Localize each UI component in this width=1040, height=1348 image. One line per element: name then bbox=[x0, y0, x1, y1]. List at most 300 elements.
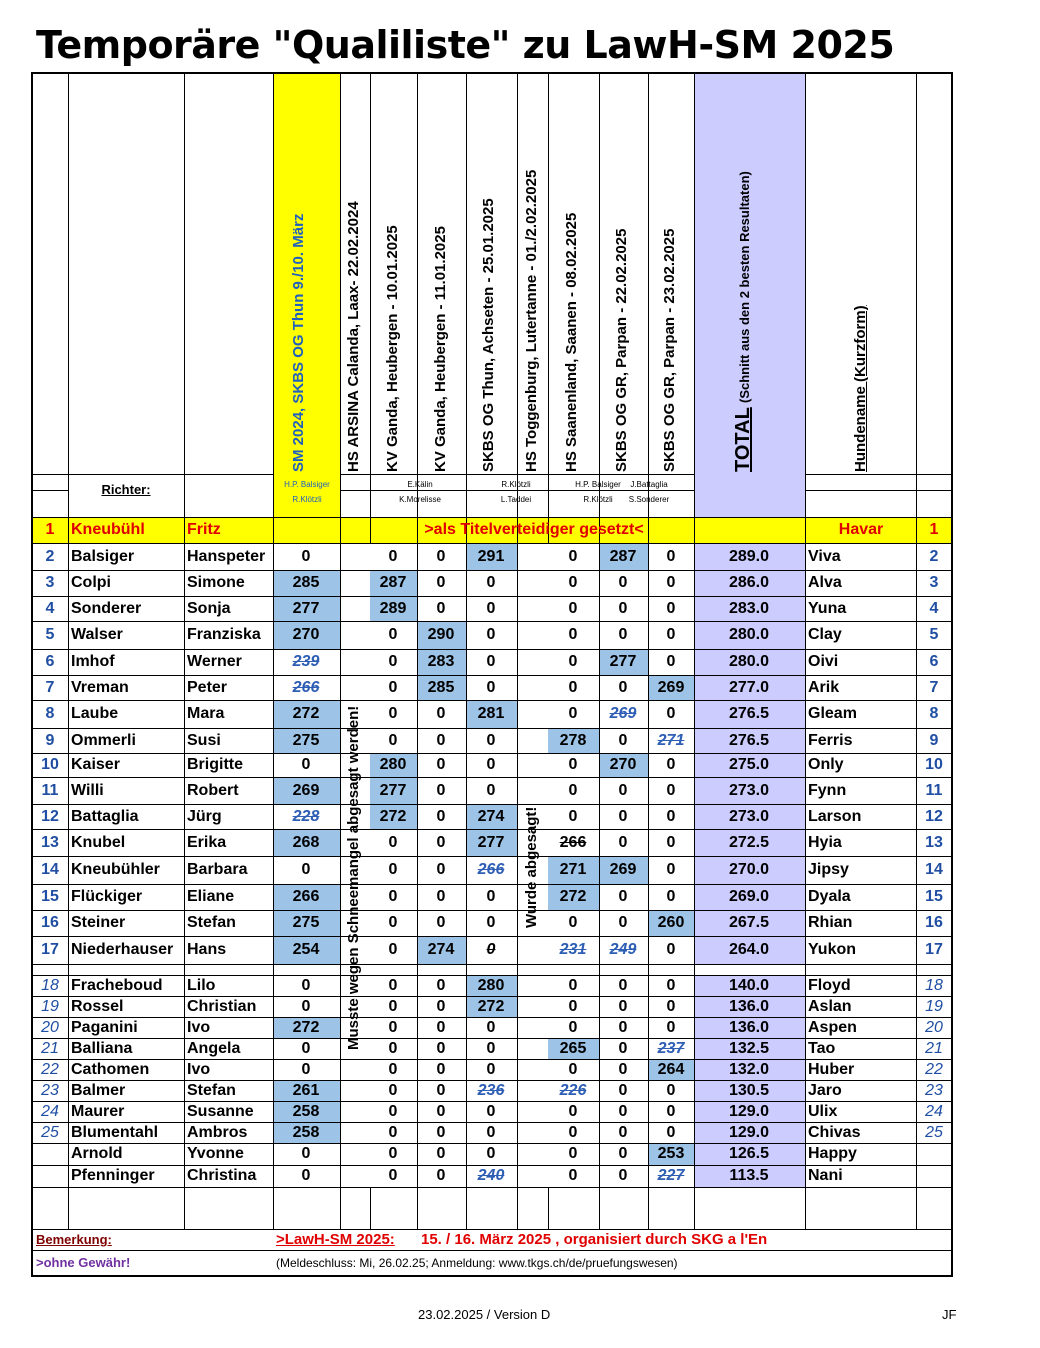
footer-version: 23.02.2025 / Version D bbox=[418, 1307, 551, 1322]
rank-right: 20 bbox=[925, 1018, 943, 1036]
score: 0 bbox=[666, 997, 676, 1015]
last-name: Rossel bbox=[71, 997, 124, 1015]
last-name: Kneubühl bbox=[71, 521, 145, 538]
total: 269.0 bbox=[728, 888, 770, 905]
last-name: Colpi bbox=[71, 574, 111, 591]
row-line bbox=[33, 1187, 951, 1188]
row-line bbox=[33, 649, 951, 650]
score: 0 bbox=[618, 731, 628, 749]
last-name: Flückiger bbox=[71, 888, 143, 905]
judge-name: R.Klötzli bbox=[292, 495, 322, 504]
score: 0 bbox=[568, 1145, 578, 1162]
dog-name: Rhian bbox=[808, 914, 853, 931]
score: 0 bbox=[436, 1018, 446, 1036]
column-line bbox=[68, 74, 69, 1229]
column-line bbox=[273, 74, 274, 1229]
dog-name: Clay bbox=[808, 626, 842, 643]
score: 260 bbox=[657, 914, 685, 931]
last-name: Blumentahl bbox=[71, 1123, 159, 1141]
first-name: Fritz bbox=[187, 521, 221, 538]
dog-name: Ulix bbox=[808, 1102, 838, 1120]
rank: 14 bbox=[41, 861, 59, 878]
score: 285 bbox=[292, 574, 320, 591]
dog-name: Ferris bbox=[808, 731, 853, 749]
rank-right: 24 bbox=[925, 1102, 943, 1120]
score: 0 bbox=[618, 1081, 628, 1099]
score: 0 bbox=[301, 861, 311, 878]
score: 0 bbox=[618, 1123, 628, 1141]
row-line bbox=[33, 596, 951, 597]
rank-right: 17 bbox=[925, 941, 943, 958]
score: 0 bbox=[388, 626, 398, 643]
first-name: Barbara bbox=[187, 861, 248, 878]
row-line bbox=[33, 856, 951, 857]
first-name: Hanspeter bbox=[187, 547, 266, 565]
score: 0 bbox=[436, 731, 446, 749]
score: 0 bbox=[486, 1102, 496, 1120]
first-name: Christian bbox=[187, 997, 257, 1015]
rank: 25 bbox=[41, 1123, 59, 1141]
rank-right: 10 bbox=[925, 756, 943, 773]
score: 0 bbox=[486, 781, 496, 799]
score: 0 bbox=[436, 756, 446, 773]
score: 0 bbox=[436, 1123, 446, 1141]
rank: 12 bbox=[41, 807, 59, 825]
score: 0 bbox=[618, 997, 628, 1015]
score: 266 bbox=[477, 861, 505, 878]
row-line bbox=[33, 777, 951, 778]
footer-initials: JF bbox=[942, 1307, 957, 1322]
total: 273.0 bbox=[728, 807, 770, 825]
rank: 22 bbox=[41, 1060, 59, 1078]
score: 0 bbox=[388, 997, 398, 1015]
score: 0 bbox=[666, 941, 676, 958]
total: 283.0 bbox=[728, 599, 770, 617]
row-line bbox=[33, 964, 951, 965]
score: 0 bbox=[666, 1081, 676, 1099]
score: 283 bbox=[427, 653, 455, 670]
first-name: Werner bbox=[187, 653, 242, 670]
total: 280.0 bbox=[728, 653, 770, 670]
column-line bbox=[548, 1187, 549, 1229]
title-note: >als Titelverteidiger gesetzt< bbox=[424, 521, 644, 538]
score: 0 bbox=[568, 574, 578, 591]
dog-name: Yuna bbox=[808, 599, 847, 617]
score: 0 bbox=[618, 781, 628, 799]
column-header-6: HS Toggenburg, Lutertanne - 01./2.02.2025 bbox=[523, 169, 540, 472]
score: 261 bbox=[292, 1081, 320, 1099]
score: 0 bbox=[436, 574, 446, 591]
header-line bbox=[340, 490, 694, 491]
score: 269 bbox=[292, 781, 320, 799]
score: 0 bbox=[568, 1018, 578, 1036]
header-line bbox=[340, 474, 694, 475]
rank-right: 14 bbox=[925, 861, 943, 878]
header-line bbox=[33, 490, 68, 491]
score: 0 bbox=[568, 997, 578, 1015]
score: 0 bbox=[568, 914, 578, 931]
total: 286.0 bbox=[728, 574, 770, 591]
page-title: Temporäre "Qualiliste" zu LawH-SM 2025 bbox=[36, 23, 895, 67]
total: 132.5 bbox=[728, 1039, 770, 1057]
score: 272 bbox=[559, 888, 587, 905]
first-name: Hans bbox=[187, 941, 227, 958]
score: 0 bbox=[388, 1081, 398, 1099]
score: 0 bbox=[666, 1123, 676, 1141]
rank: 16 bbox=[41, 914, 59, 931]
row-line bbox=[33, 570, 951, 571]
score: 0 bbox=[486, 914, 496, 931]
score: 0 bbox=[666, 1102, 676, 1120]
score: 0 bbox=[301, 997, 311, 1015]
score: 0 bbox=[388, 861, 398, 878]
score: 0 bbox=[618, 1018, 628, 1036]
score: 0 bbox=[486, 1039, 496, 1057]
score: 264 bbox=[657, 1060, 685, 1078]
rank: 23 bbox=[41, 1081, 59, 1099]
score: 0 bbox=[436, 705, 446, 722]
column-line bbox=[417, 74, 418, 1229]
total: 129.0 bbox=[728, 1102, 770, 1120]
column-header-8: SKBS OG GR, Parpan - 22.02.2025 bbox=[613, 228, 630, 472]
score: 0 bbox=[666, 547, 676, 565]
total: 136.0 bbox=[728, 1018, 770, 1036]
score: 0 bbox=[618, 888, 628, 905]
score: 236 bbox=[477, 1081, 505, 1099]
first-name: Erika bbox=[187, 833, 227, 851]
score: 272 bbox=[292, 705, 320, 722]
dog-name: Viva bbox=[808, 547, 841, 565]
total: 140.0 bbox=[728, 976, 770, 994]
first-name: Angela bbox=[187, 1039, 241, 1057]
score: 272 bbox=[379, 807, 407, 825]
total: 276.5 bbox=[728, 705, 770, 722]
last-name: Vreman bbox=[71, 678, 129, 696]
dog-name: Fynn bbox=[808, 781, 847, 799]
remark-label: Bemerkung: bbox=[36, 1232, 112, 1247]
rank-right: 15 bbox=[925, 888, 943, 905]
rank: 15 bbox=[41, 888, 59, 905]
column-line bbox=[370, 74, 371, 517]
rank: 5 bbox=[45, 626, 55, 643]
score: 0 bbox=[618, 833, 628, 851]
row-line bbox=[33, 543, 951, 544]
rank: 20 bbox=[41, 1018, 59, 1036]
last-name: Knubel bbox=[71, 833, 126, 851]
rank: 7 bbox=[45, 678, 55, 696]
header-line bbox=[33, 517, 951, 518]
score: 0 bbox=[486, 1018, 496, 1036]
header-line bbox=[805, 474, 951, 475]
column-header-2: HS ARSINA Calanda, Laax- 22.02.2024 bbox=[345, 201, 362, 472]
score: 272 bbox=[292, 1018, 320, 1036]
score: 0 bbox=[666, 888, 676, 905]
score: 237 bbox=[657, 1039, 685, 1057]
last-name: Balsiger bbox=[71, 547, 135, 565]
dog-name: Jipsy bbox=[808, 861, 849, 878]
rank-right: 23 bbox=[925, 1081, 943, 1099]
dog-header: Hundename (Kurzform) bbox=[852, 305, 869, 472]
dog-name: Havar bbox=[838, 521, 884, 538]
judge-name: R.Klötzli bbox=[583, 495, 613, 504]
dog-name: Alva bbox=[808, 574, 842, 591]
score: 254 bbox=[292, 941, 320, 958]
total: 272.5 bbox=[728, 833, 770, 851]
score: 271 bbox=[657, 731, 685, 749]
score: 275 bbox=[292, 914, 320, 931]
rank-right: 12 bbox=[925, 807, 943, 825]
column-header-1: SM 2024, SKBS OG Thun 9./10. März bbox=[290, 213, 307, 472]
first-name: Stefan bbox=[187, 1081, 236, 1099]
score: 0 bbox=[388, 1145, 398, 1162]
dog-name: Tao bbox=[808, 1039, 836, 1057]
score: 0 bbox=[436, 914, 446, 931]
score: 0 bbox=[486, 1123, 496, 1141]
score: 0 bbox=[568, 976, 578, 994]
judge-name: K.Morelisse bbox=[399, 495, 441, 504]
rank-right: 7 bbox=[929, 678, 939, 696]
rank: 9 bbox=[45, 731, 55, 749]
row-line bbox=[33, 936, 951, 937]
score: 268 bbox=[292, 833, 320, 851]
score: 0 bbox=[436, 833, 446, 851]
last-name: Steiner bbox=[71, 914, 126, 931]
rank-right: 6 bbox=[929, 653, 939, 670]
score: 266 bbox=[292, 678, 320, 696]
score: 291 bbox=[477, 547, 505, 565]
first-name: Lilo bbox=[187, 976, 216, 994]
judge-name: E.Kälin bbox=[407, 480, 433, 489]
last-name: Balmer bbox=[71, 1081, 126, 1099]
score: 0 bbox=[486, 731, 496, 749]
score: 0 bbox=[568, 653, 578, 670]
dog-name: Nani bbox=[808, 1167, 843, 1184]
dog-name: Floyd bbox=[808, 976, 851, 994]
column-line bbox=[599, 74, 600, 1229]
cancel-note-arsina: Musste wegen Schneemangel abgesagt werden! bbox=[345, 705, 362, 1050]
first-name: Sonja bbox=[187, 599, 231, 617]
score: 285 bbox=[427, 678, 455, 696]
dog-name: Aslan bbox=[808, 997, 852, 1015]
score: 0 bbox=[618, 807, 628, 825]
score: 0 bbox=[568, 705, 578, 722]
rank: 21 bbox=[41, 1039, 59, 1057]
column-header-4: KV Ganda, Heubergen - 11.01.2025 bbox=[432, 226, 449, 472]
judge-name: H.P. Balsiger bbox=[284, 480, 330, 489]
score: 0 bbox=[388, 1060, 398, 1078]
score: 0 bbox=[666, 626, 676, 643]
last-name: Walser bbox=[71, 626, 123, 643]
score: 0 bbox=[436, 1167, 446, 1184]
column-line bbox=[694, 74, 695, 1229]
cancel-note-toggenburg: Wurde abgesagt! bbox=[523, 806, 540, 928]
rank: 4 bbox=[45, 599, 55, 617]
score: 266 bbox=[559, 833, 587, 851]
score: 277 bbox=[477, 833, 505, 851]
last-name: Kaiser bbox=[71, 756, 120, 773]
rank: 13 bbox=[41, 833, 59, 851]
total: 275.0 bbox=[728, 756, 770, 773]
column-header-9: SKBS OG GR, Parpan - 23.02.2025 bbox=[661, 228, 678, 472]
score: 239 bbox=[292, 653, 320, 670]
score: 265 bbox=[559, 1039, 587, 1057]
score: 271 bbox=[559, 861, 587, 878]
column-header-5: SKBS OG Thun, Achseten - 25.01.2025 bbox=[480, 198, 497, 472]
last-name: Balliana bbox=[71, 1039, 133, 1057]
score: 0 bbox=[568, 678, 578, 696]
score: 0 bbox=[388, 941, 398, 958]
first-name: Ambros bbox=[187, 1123, 248, 1141]
total: 113.5 bbox=[729, 1167, 769, 1184]
score: 0 bbox=[666, 861, 676, 878]
judge-name: L.Taddei bbox=[500, 495, 532, 504]
rank: 10 bbox=[41, 756, 59, 773]
rank: 2 bbox=[45, 547, 55, 565]
score: 0 bbox=[301, 976, 311, 994]
column-line bbox=[517, 74, 518, 1229]
score: 0 bbox=[618, 599, 628, 617]
score: 0 bbox=[568, 1167, 578, 1184]
score: 0 bbox=[666, 599, 676, 617]
dog-name: Yukon bbox=[808, 941, 857, 958]
score: 0 bbox=[618, 1167, 628, 1184]
column-line bbox=[648, 74, 649, 1229]
row-line bbox=[33, 675, 951, 676]
total: 136.0 bbox=[728, 997, 770, 1015]
score: 0 bbox=[666, 781, 676, 799]
last-name: Pfenninger bbox=[71, 1167, 155, 1184]
column-line bbox=[370, 1187, 371, 1229]
last-name: Battaglia bbox=[71, 807, 139, 825]
score: 0 bbox=[568, 626, 578, 643]
score: 0 bbox=[486, 574, 496, 591]
score: 0 bbox=[486, 1145, 496, 1162]
last-name: Paganini bbox=[71, 1018, 138, 1036]
rank-right: 25 bbox=[925, 1123, 943, 1141]
score: 0 bbox=[568, 599, 578, 617]
row-line bbox=[33, 829, 951, 830]
score: 0 bbox=[436, 1145, 446, 1162]
score: 0 bbox=[388, 678, 398, 696]
score: 0 bbox=[486, 599, 496, 617]
dog-name: Huber bbox=[808, 1060, 855, 1078]
rank-right: 21 bbox=[925, 1039, 943, 1057]
score: 266 bbox=[292, 888, 320, 905]
total: 280.0 bbox=[728, 626, 770, 643]
score: 0 bbox=[301, 756, 311, 773]
total-header: TOTAL (Schnitt aus den 2 besten Resultaten) bbox=[732, 171, 754, 472]
last-name: Fracheboud bbox=[71, 976, 163, 994]
row-line bbox=[33, 753, 951, 754]
score: 0 bbox=[388, 653, 398, 670]
dog-name: Hyia bbox=[808, 833, 842, 851]
last-name: Willi bbox=[71, 781, 104, 799]
score: 278 bbox=[559, 731, 587, 749]
judge-name: S.Sonderer bbox=[628, 495, 670, 504]
score: 0 bbox=[388, 914, 398, 931]
score: 0 bbox=[618, 1060, 628, 1078]
last-name: Cathomen bbox=[71, 1060, 150, 1078]
row-line bbox=[33, 884, 951, 885]
row-line bbox=[33, 700, 951, 701]
score: 0 bbox=[436, 599, 446, 617]
dog-name: Dyala bbox=[808, 888, 851, 905]
score: 287 bbox=[379, 574, 407, 591]
column-line bbox=[548, 74, 549, 517]
score: 231 bbox=[559, 941, 587, 958]
score: 227 bbox=[657, 1167, 685, 1184]
score: 0 bbox=[666, 976, 676, 994]
score: 258 bbox=[292, 1123, 320, 1141]
score: 269 bbox=[657, 678, 685, 696]
score: 274 bbox=[477, 807, 505, 825]
first-name: Peter bbox=[187, 678, 228, 696]
last-name: Imhof bbox=[71, 653, 115, 670]
score: 249 bbox=[609, 941, 637, 958]
total: 270.0 bbox=[728, 861, 770, 878]
last-name: Sonderer bbox=[71, 599, 142, 617]
remark-date: 15. / 16. März 2025 , organisiert durch SKG a l'En bbox=[421, 1231, 768, 1248]
column-header-7: HS Saanenland, Saanen - 08.02.2025 bbox=[563, 212, 580, 472]
score: 0 bbox=[618, 914, 628, 931]
score: 0 bbox=[388, 1039, 398, 1057]
column-header-3: KV Ganda, Heubergen - 10.01.2025 bbox=[384, 225, 401, 472]
score: 0 bbox=[436, 976, 446, 994]
total: 126.5 bbox=[728, 1145, 770, 1162]
rank-right: 9 bbox=[929, 731, 939, 749]
score: 0 bbox=[436, 1039, 446, 1057]
score: 277 bbox=[609, 653, 637, 670]
last-name: Niederhauser bbox=[71, 941, 174, 958]
score: 0 bbox=[436, 1060, 446, 1078]
header-line bbox=[805, 490, 951, 491]
rank-right: 3 bbox=[929, 574, 939, 591]
first-name: Brigitte bbox=[187, 756, 243, 773]
rank-right: 8 bbox=[929, 705, 939, 722]
score: 0 bbox=[666, 705, 676, 722]
score: 0 bbox=[388, 1123, 398, 1141]
dog-name: Happy bbox=[808, 1145, 857, 1162]
judge-name: J.Battaglia bbox=[630, 480, 668, 489]
score: 0 bbox=[568, 781, 578, 799]
last-name: Arnold bbox=[71, 1145, 123, 1162]
first-name: Franziska bbox=[187, 626, 261, 643]
score: 0 bbox=[436, 547, 446, 565]
score: 0 bbox=[568, 1123, 578, 1141]
score: 0 bbox=[618, 574, 628, 591]
score: 0 bbox=[618, 1145, 628, 1162]
score: 0 bbox=[666, 756, 676, 773]
rank-1: 1 bbox=[45, 521, 55, 538]
row-line bbox=[33, 1250, 951, 1251]
score: 270 bbox=[292, 626, 320, 643]
score: 0 bbox=[436, 781, 446, 799]
total: 267.5 bbox=[728, 914, 770, 931]
column-line bbox=[916, 74, 917, 1229]
score: 281 bbox=[477, 705, 505, 722]
total: 276.5 bbox=[728, 731, 770, 749]
dog-name: Oivi bbox=[808, 653, 839, 670]
score: 0 bbox=[568, 1102, 578, 1120]
score: 269 bbox=[609, 861, 637, 878]
score: 0 bbox=[486, 941, 496, 958]
registration: (Meldeschluss: Mi, 26.02.25; Anmeldung: www.tkgs.ch/de/pruefungswesen) bbox=[276, 1256, 678, 1270]
score: 0 bbox=[618, 1039, 628, 1057]
score: 0 bbox=[486, 678, 496, 696]
judge-name: H.P. Balsiger bbox=[575, 480, 621, 489]
rank-right: 19 bbox=[925, 997, 943, 1015]
rank-right: 5 bbox=[929, 626, 939, 643]
